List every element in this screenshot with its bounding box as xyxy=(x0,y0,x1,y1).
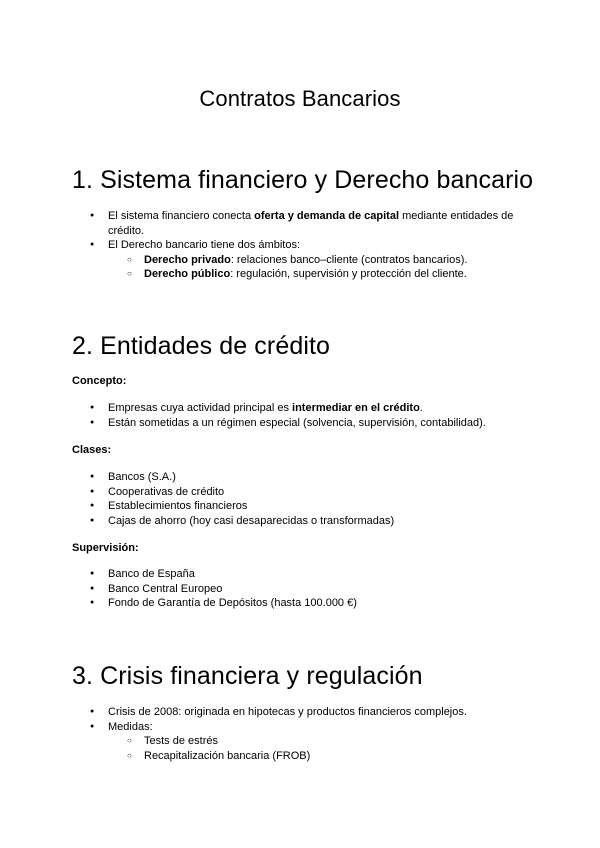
sub-list-item: ○ Tests de estrés xyxy=(0,734,600,749)
list-item: ● Cajas de ahorro (hoy casi desaparecidas o transformadas) xyxy=(0,514,600,529)
list-item: ● Medidas: xyxy=(0,720,600,735)
bold-text: Derecho privado xyxy=(144,253,231,266)
text-span: : relaciones banco–cliente (contratos bancarios). xyxy=(230,253,468,266)
text-span: El sistema financiero conecta xyxy=(108,210,255,222)
list-item xyxy=(0,238,600,253)
clases-list xyxy=(0,470,600,528)
text-span: Están sometidas a un régimen especial (solvencia, supervisión, contabilidad). xyxy=(108,416,486,429)
list-item xyxy=(0,209,600,238)
sub-list-item xyxy=(0,267,600,282)
text-span: Empresas cuya actividad principal es xyxy=(108,402,293,414)
list-item: ● Establecimientos financieros xyxy=(0,499,600,514)
list-item xyxy=(0,401,600,416)
bold-text: intermediar en el crédito xyxy=(292,402,420,414)
supervision-list xyxy=(0,567,600,611)
bold-text: oferta y demanda de capital xyxy=(254,210,400,222)
section-2-heading: 2. Entidades de crédito xyxy=(72,332,331,360)
clases-label: Clases: xyxy=(72,444,112,456)
list-item xyxy=(0,416,600,431)
list-item: ● Crisis de 2008: originada en hipotecas y productos financieros complejos. xyxy=(0,705,600,720)
section-3-list xyxy=(0,705,600,763)
concepto-list xyxy=(0,401,600,430)
bold-text: Derecho público xyxy=(144,268,231,280)
document-title: Contratos Bancarios xyxy=(199,86,401,111)
section-3-heading: 3. Crisis financiera y regulación xyxy=(72,662,423,690)
text-span: . xyxy=(419,402,423,414)
section-1-list xyxy=(0,209,600,282)
sub-list-item: ○ Recapitalización bancaria (FROB) xyxy=(0,749,600,764)
sub-list-item xyxy=(0,253,600,268)
list-item: ● Banco Central Europeo xyxy=(0,582,600,597)
list-item: ● Cooperativas de crédito xyxy=(0,485,600,500)
text-span: : regulación, supervisión y protección del cliente. xyxy=(230,268,467,280)
section-1-heading: 1. Sistema financiero y Derecho bancario xyxy=(72,166,534,194)
concepto-label: Concepto: xyxy=(72,375,127,387)
text-span: El Derecho bancario tiene dos ámbitos: xyxy=(108,239,300,251)
text-span: mediante entidades de crédito. xyxy=(108,210,514,237)
supervision-label: Supervisión: xyxy=(72,542,139,554)
list-item: ● Bancos (S.A.) xyxy=(0,470,600,485)
list-item: ● Fondo de Garantía de Depósitos (hasta 100.000 €) xyxy=(0,596,600,611)
list-item: ● Banco de España xyxy=(0,567,600,582)
